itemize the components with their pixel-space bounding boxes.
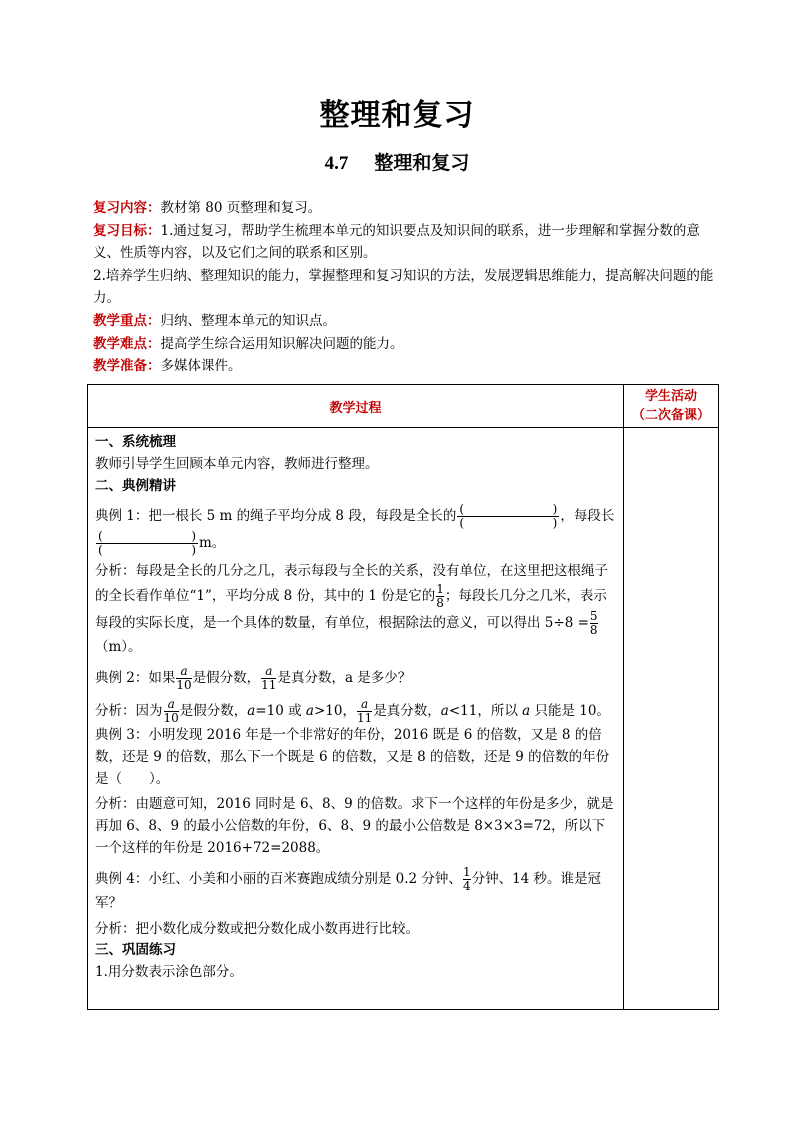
fraction-denominator: 10 (163, 710, 179, 725)
fraction-numerator: 1 (462, 864, 471, 879)
example-1-text-b: ，每段长 (560, 508, 615, 525)
blank-denominator (96, 543, 198, 557)
analysis-2-text-d: >10， (313, 702, 356, 719)
analysis-1 (95, 561, 617, 659)
blank-numerator (96, 530, 198, 543)
fraction-denominator: 8 (589, 623, 598, 638)
header-teaching-process: 教学过程 (88, 385, 624, 428)
lesson-intro (93, 197, 715, 378)
section-1-text: 教师引导学生回顾本单元内容，教师进行整理。 (95, 455, 379, 472)
fraction-a-10 (164, 698, 179, 725)
blank-denominator (457, 516, 559, 530)
fraction-a-11 (261, 665, 276, 692)
example-2 (95, 665, 617, 692)
header-student-activity (624, 385, 719, 428)
page-subtitle (0, 148, 794, 175)
paren-close: ) (191, 529, 196, 544)
paren-close: ) (552, 516, 558, 531)
blank-numerator (457, 503, 559, 516)
variable-a: a (522, 702, 531, 719)
blank-fraction (96, 530, 198, 557)
analysis-2-text-g: 只能是 10。 (530, 702, 610, 719)
fraction-numerator: a (180, 663, 188, 678)
lesson-table (87, 384, 719, 1010)
example-4 (95, 866, 617, 915)
analysis-1-text-c: （m）。 (95, 639, 142, 656)
example-3: 典例 3：小明发现 2016 年是一个非常好的年份，2016 既是 6 的倍数，又是 8 的倍数，还是 9 的倍数，那么下一个既是 6 的倍数，又是 8 的倍数，还是 9 的倍数的年份是（ ）。 (95, 726, 610, 787)
review-content (93, 197, 715, 220)
fraction-numerator: a (361, 696, 369, 711)
example-1-line2 (95, 530, 617, 557)
analysis-2 (95, 698, 617, 725)
lesson-table-header (88, 385, 719, 428)
review-content-label: 复习内容： (93, 200, 161, 216)
fraction-denominator: 11 (261, 677, 277, 692)
example-2-text-b: 是假分数， (192, 669, 261, 686)
analysis-2-text-b: 是假分数， (179, 702, 248, 719)
section-title-1: 一、系统梳理 (95, 434, 176, 450)
fraction-1-4 (463, 866, 471, 893)
section-title-2: 二、典例精讲 (95, 477, 176, 494)
analysis-2-text-e: 是真分数， (373, 702, 441, 719)
analysis-4: 分析：把小数化成分数或把分数化成小数再进行比较。 (95, 920, 419, 937)
analysis-2-text-c: =10 或 (255, 702, 306, 719)
fraction-1-8 (436, 583, 444, 610)
paren-open: ( (459, 516, 465, 531)
teaching-process-cell (88, 428, 624, 1010)
analysis-2-text-f: <11，所以 (448, 702, 523, 719)
fraction-denominator: 8 (436, 596, 444, 611)
teaching-difficulty (93, 333, 715, 356)
lesson-title: 整理和复习 (374, 152, 470, 174)
paren-open: ( (459, 502, 465, 517)
fraction-denominator: 10 (176, 677, 192, 692)
variable-a: a (440, 702, 449, 719)
review-goal (93, 220, 715, 265)
teaching-key-label: 教学重点： (93, 312, 161, 329)
review-goal-label: 复习目标： (93, 222, 161, 239)
analysis-3: 分析：由题意可知，2016 同时是 6、8、9 的倍数。求下一个这样的年份是多少，就是再加 6、8、9 的最小公倍数的年份，6、8、9 的最小公倍数是 8×3×3=72，所以下一个这样的年份是 2016+72=2088。 (95, 796, 614, 856)
paren-open: ( (98, 543, 103, 558)
fraction-numerator: 5 (589, 609, 598, 624)
example-1-text-a: 典例 1：把一根长 5 m 的绳子平均分成 8 段，每段是全长的 (95, 508, 457, 525)
teaching-key (93, 310, 715, 333)
teaching-difficulty-text: 提高学生综合运用知识解决问题的能力。 (160, 335, 404, 352)
fraction-a-11 (357, 698, 372, 725)
fraction-a-10 (176, 665, 191, 692)
teaching-prep-text: 多媒体课件。 (160, 358, 242, 375)
paren-close: ) (191, 543, 196, 558)
paren-close: ) (552, 502, 558, 517)
teaching-prep-label: 教学准备： (93, 358, 161, 375)
example-1-unit: m。 (199, 535, 226, 552)
fraction-numerator: a (167, 696, 175, 711)
header-student-activity-line1: 学生活动 (644, 389, 697, 404)
lesson-number: 4.7 (324, 153, 349, 174)
section-title-3: 三、巩固练习 (95, 942, 176, 959)
teaching-difficulty-label: 教学难点： (93, 335, 161, 352)
example-4-text-b: 分钟、14 秒。谁是冠军？ (95, 870, 602, 911)
teaching-prep (93, 355, 715, 378)
analysis-1-text-a: 分析：每段是全长的几分之几，表示每段与全长的关系，没有单位，在这里把这根绳子的全长看作单位“1”，平均分成 8 份，其中的 1 份是它的 (95, 563, 608, 605)
student-activity-cell (624, 428, 719, 1010)
review-goal-text-1: 1.通过复习，帮助学生梳理本单元的知识要点及知识间的联系，进一步理解和掌握分数的意义、性质等内容，以及它们之间的联系和区别。 (93, 222, 700, 262)
analysis-2-text-a: 分析：因为 (95, 702, 163, 719)
fraction-numerator: a (265, 663, 273, 678)
fraction-denominator: 11 (356, 710, 373, 725)
blank-fraction (457, 503, 559, 530)
fraction-denominator: 4 (462, 878, 471, 893)
page-title: 整理和复习 (319, 98, 475, 133)
review-goal-2: 2.培养学生归纳、整理知识的能力，掌握整理和复习知识的方法，发展逻辑思维能力，提高解决问题的能力。 (93, 267, 714, 307)
analysis-1-text-b: ；每段长几分之几米，表示每段的实际长度，是一个具体的数量，有单位，根据除法的意义，可以得出 5÷8 = (95, 588, 607, 632)
lesson-table-body (88, 428, 719, 1010)
example-1 (95, 503, 617, 530)
fraction-numerator: 1 (436, 582, 444, 597)
review-content-text: 教材第 80 页整理和复习。 (160, 200, 322, 216)
variable-a: a (305, 702, 314, 719)
header-student-activity-line2: （二次备课） (631, 408, 710, 423)
paren-open: ( (98, 529, 103, 544)
teaching-key-text: 归纳、整理本单元的知识点。 (160, 312, 336, 329)
fraction-5-8 (590, 610, 598, 637)
exercise-1: 1.用分数表示涂色部分。 (95, 964, 243, 981)
example-2-text-a: 典例 2：如果 (95, 669, 176, 686)
variable-a: a (247, 702, 256, 719)
example-4-text-a: 典例 4：小红、小美和小丽的百米赛跑成绩分别是 0.2 分钟、 (95, 870, 462, 887)
example-2-text-c: 是真分数，a 是多少？ (277, 669, 412, 686)
